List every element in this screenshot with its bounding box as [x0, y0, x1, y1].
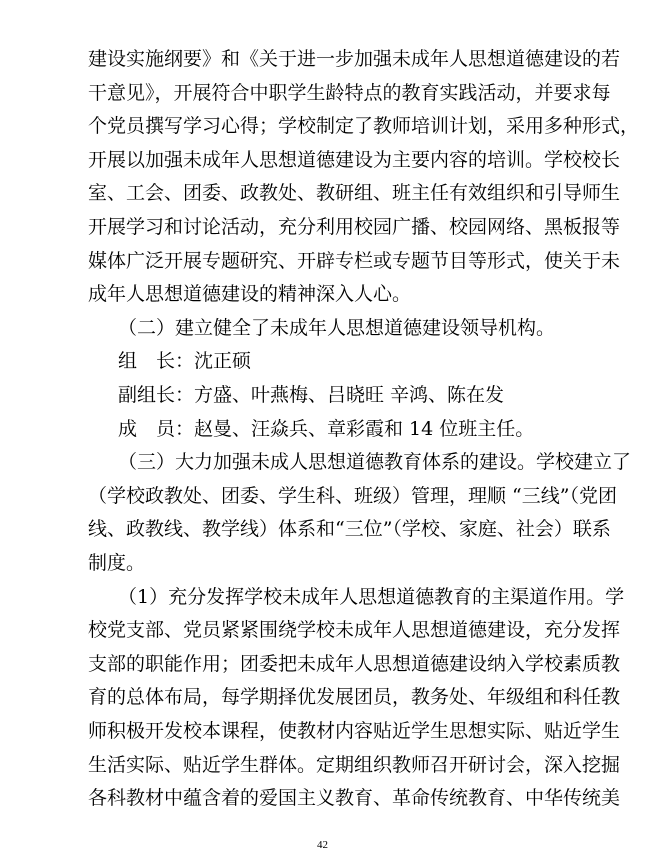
subsection-heading: （1）充分发挥学校未成年人思想道德教育的主渠道作用。学 — [118, 585, 625, 608]
body-text-line: 建设实施纲要》和《关于进一步加强未成年人思想道德建设的若 — [88, 48, 621, 70]
body-text-line: 室、工会、团委、政教处、教研组、班主任有效组织和引导师生 — [88, 182, 621, 205]
body-text-line: 生活实际、贴近学生群体。定期组织教师召开研讨会，深入挖掘 — [88, 753, 621, 776]
body-text-line: 育的总体布局，每学期择优发展团员，教务处、年级组和科任教 — [88, 686, 621, 709]
section-heading: （三）大力加强未成人思想道德教育体系的建设。学校建立了 — [118, 451, 632, 474]
body-text-line: 开展学习和讨论活动，充分利用校园广播、校园网络、黑板报等 — [88, 216, 621, 238]
page-number: 42 — [317, 839, 328, 851]
body-text-line: 成年人思想道德建设的精神深入人心。 — [88, 283, 412, 306]
body-text-line: 媒体广泛开展专题研究、开辟专栏或专题节目等形式，使关于未 — [88, 249, 621, 272]
body-text-line: 校党支部、党员紧紧围绕学校未成年人思想道德建设，充分发挥 — [88, 619, 621, 642]
section-heading: （二）建立健全了未成年人思想道德建设领导机构。 — [118, 316, 556, 339]
body-text-line: 开展以加强未成年人思想道德建设为主要内容的培训。学校校长 — [88, 148, 621, 171]
body-text-line: 个党员撰写学习心得；学校制定了教师培训计划，采用多种形式， — [88, 115, 640, 138]
body-text-line: 制度。 — [88, 552, 146, 574]
body-text-line: （学校政教处、团委、学生科、班级）管理，理顺 “三线”（党团 — [88, 484, 617, 507]
body-text-line: 师积极开发校本课程，使教材内容贴近学生思想实际、贴近学生 — [88, 720, 621, 742]
leader-line: 组 长：沈正硕 — [118, 350, 252, 373]
deputy-leader-line: 副组长：方盛、叶燕梅、吕晓旺 辛鸿、陈在发 — [118, 384, 505, 406]
members-line: 成 员：赵曼、汪焱兵、章彩霞和 14 位班主任。 — [118, 417, 535, 440]
body-text-line: 干意见》，开展符合中职学生龄特点的教育实践活动，并要求每 — [88, 81, 611, 104]
body-text-line: 线、政教线、教学线）体系和“三位”（学校、家庭、社会）联系 — [88, 518, 611, 541]
body-text-line: 各科教材中蕴含着的爱国主义教育、革命传统教育、中华传统美 — [88, 787, 621, 810]
body-text-line: 支部的职能作用；团委把未成年人思想道德建设纳入学校素质教 — [88, 652, 621, 675]
